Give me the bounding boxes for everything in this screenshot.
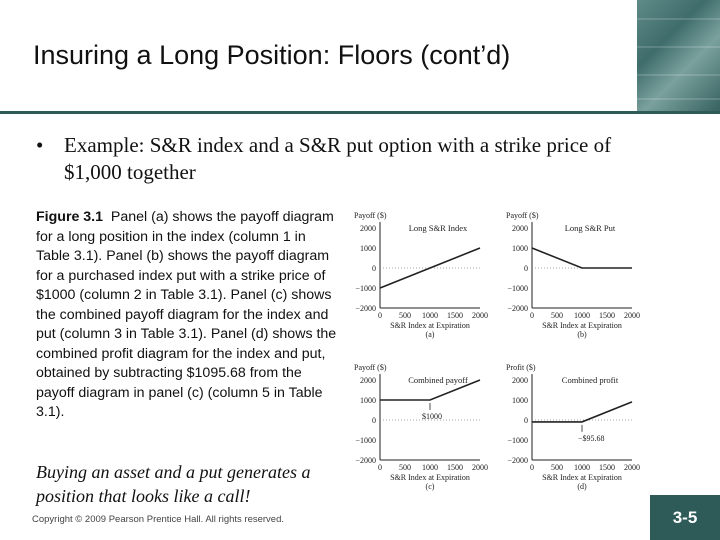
x-tick-label: 0 (378, 311, 382, 320)
y-tick-label: 2000 (512, 376, 528, 385)
x-tick-label: 1000 (422, 311, 438, 320)
bullet-marker: • (36, 133, 44, 157)
payoff-diagrams (340, 200, 640, 515)
slide-title: Insuring a Long Position: Floors (cont’d) (33, 40, 511, 70)
x-tick-label: 1500 (447, 463, 463, 472)
bullet-text: Example: S&R index and a S&R put option with a strike price of $1,000 together (64, 133, 612, 184)
panel-title: Long S&R Index (408, 223, 468, 233)
x-tick-label: 2000 (624, 311, 640, 320)
payoff-figure (340, 200, 640, 515)
x-tick-label: 0 (378, 463, 382, 472)
y-tick-label: −1000 (507, 284, 528, 293)
x-tick-label: 1000 (422, 463, 438, 472)
x-tick-label: 2000 (472, 311, 488, 320)
y-tick-label: 0 (372, 416, 376, 425)
x-tick-label: 500 (399, 311, 411, 320)
y-tick-label: 1000 (360, 396, 376, 405)
figure-caption-text: Panel (a) shows the payoff diagram for a long position in the index (column 1 in Table 3.1). Panel (b) shows the payoff diagram for a purchased index put with a strike price of $1000 (column 2 in Table 3.1). Panel (c) shows the combined payoff diagram for the index and put (column 3 in Table 3.1). Panel (d) shows the combined profit diagram for the index and put, obtained by subtracting $1095.68 from the payoff diagram in panel (c) (column 5 in Table 3.1). (36, 209, 337, 420)
x-tick-label: 500 (551, 311, 563, 320)
y-tick-label: 1000 (360, 244, 376, 253)
panel-title: Long S&R Put (564, 223, 616, 233)
panel-id: (d) (577, 482, 587, 491)
page-number: 3-5 (650, 495, 720, 540)
y-tick-label: 2000 (512, 224, 528, 233)
x-tick-label: 500 (399, 463, 411, 472)
y-tick-label: 1000 (512, 396, 528, 405)
figure-caption (36, 208, 342, 423)
x-tick-label: 2000 (472, 463, 488, 472)
y-axis-label: Payoff ($) (354, 363, 387, 372)
x-tick-label: 1500 (447, 311, 463, 320)
y-tick-label: −1000 (355, 284, 376, 293)
series-line (532, 248, 632, 268)
x-axis-label: S&R Index at Expiration (542, 321, 622, 330)
y-axis-label: Profit ($) (506, 363, 536, 372)
x-axis-label: S&R Index at Expiration (390, 473, 470, 482)
x-axis-label: S&R Index at Expiration (542, 473, 622, 482)
panel-id: (a) (425, 330, 435, 339)
y-tick-label: −2000 (507, 304, 528, 313)
y-tick-label: 0 (372, 264, 376, 273)
y-axis-label: Payoff ($) (506, 211, 539, 220)
annotation-label: −$95.68 (578, 433, 605, 443)
series-line (532, 402, 632, 422)
title-divider (0, 111, 720, 114)
x-tick-label: 500 (551, 463, 563, 472)
y-tick-label: 2000 (360, 376, 376, 385)
panel-title: Combined payoff (408, 375, 468, 385)
y-tick-label: −2000 (355, 304, 376, 313)
x-tick-label: 2000 (624, 463, 640, 472)
panel-id: (b) (577, 330, 587, 339)
y-tick-label: 0 (524, 264, 528, 273)
panel-id: (c) (425, 482, 435, 491)
x-tick-label: 1500 (599, 463, 615, 472)
y-tick-label: 2000 (360, 224, 376, 233)
copyright-notice: Copyright © 2009 Pearson Prentice Hall. All rights reserved. (32, 514, 285, 525)
corner-decoration (637, 0, 720, 113)
y-tick-label: −1000 (355, 436, 376, 445)
y-tick-label: 1000 (512, 244, 528, 253)
panel-title: Combined profit (561, 375, 619, 385)
figure-label: Figure 3.1 (36, 209, 104, 225)
x-tick-label: 0 (530, 463, 534, 472)
x-tick-label: 1000 (574, 463, 590, 472)
y-tick-label: −2000 (507, 456, 528, 465)
y-tick-label: −1000 (507, 436, 528, 445)
annotation-label: $1000 (422, 412, 442, 421)
y-axis-label: Payoff ($) (354, 211, 387, 220)
x-tick-label: 1000 (574, 311, 590, 320)
y-tick-label: 0 (524, 416, 528, 425)
conclusion-text: Buying an asset and a put generates a position that looks like a call! (36, 462, 311, 506)
x-tick-label: 0 (530, 311, 534, 320)
y-tick-label: −2000 (355, 456, 376, 465)
x-axis-label: S&R Index at Expiration (390, 321, 470, 330)
x-tick-label: 1500 (599, 311, 615, 320)
